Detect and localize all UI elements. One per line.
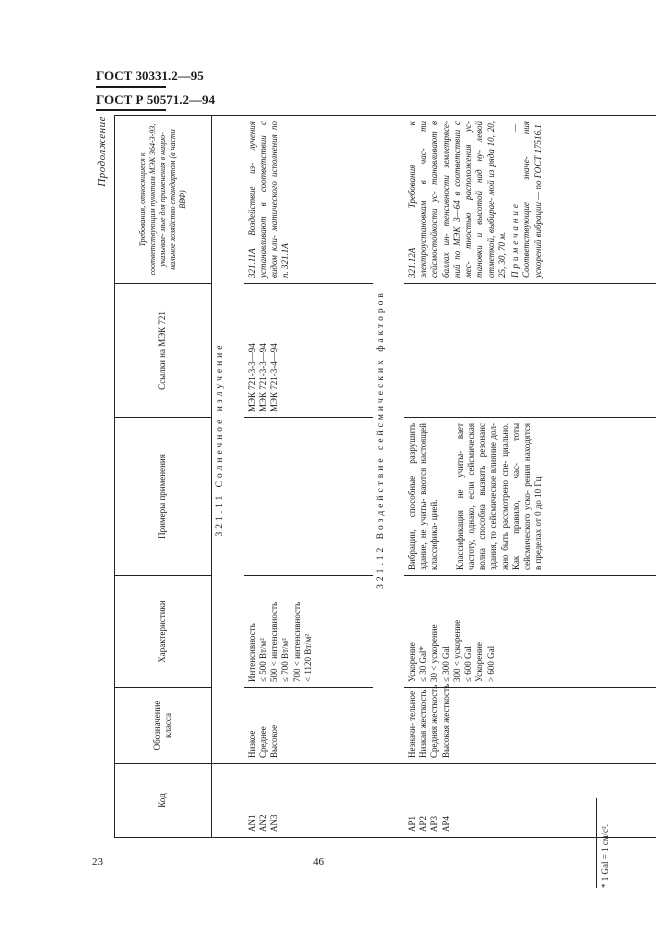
characteristic-line: 700 < интенсивность [291, 601, 302, 682]
standard-code-secondary: ГОСТ Р 50571.2—94 [96, 92, 215, 107]
class-cell: Низкое [246, 730, 257, 758]
iec-reference: МЭК 721-3-4—94 [269, 343, 280, 412]
note-label: Примечание — [510, 121, 521, 278]
footnote-block [596, 648, 610, 888]
header-rule-bottom [96, 109, 166, 111]
class-cell: Низкая жесткость [418, 689, 429, 758]
code-cell: AP4 [440, 815, 451, 832]
section-title-seismic: 321.12 Воздействие сейсмических факторов [373, 116, 404, 764]
class-cell: Высокое [269, 724, 280, 758]
section-title-solar: 321.11 Солнечное излучение [212, 116, 244, 764]
characteristic-line: Ускорение [406, 642, 417, 682]
requirement-solar: 321.11А Воздействие из- лучения устанавливают в соответствии с видом кли- матического исполнения по п. 321.1А [244, 116, 373, 284]
header-rule-top [96, 86, 166, 88]
characteristic-line: 500 < интенсивность [269, 601, 280, 682]
iec-reference: МЭК 721-3-3—94 [257, 343, 268, 412]
footnote-rule [596, 798, 597, 888]
continuation-label: Продолжение [96, 116, 108, 187]
table-row [244, 116, 373, 838]
code-cell: AP3 [429, 815, 440, 832]
class-cell: Средняя жесткость [429, 684, 440, 758]
column-header-iec-refs: Ссылки на МЭК 721 [115, 284, 212, 418]
code-cell: AN2 [257, 814, 268, 832]
characteristic-line: > 600 Gal [485, 645, 496, 682]
examples-cell [244, 418, 373, 576]
iec-reference: МЭК 721-3-3—94 [246, 343, 257, 412]
example-seismic-1: Вибрации, способные разрушить здание, не учиты- ваются настоящей классифика- цией. [406, 423, 440, 570]
class-cell: Высокая жесткость [440, 683, 451, 758]
characteristic-line: 300 < ускорение [451, 619, 462, 682]
characteristic-line: < 1120 Вт/м² [302, 633, 313, 682]
rotated-table-block [94, 116, 656, 838]
column-header-requirements: Требования, относящиеся к соответствующим пунктам МЭК 364-3-93, указывае- мые для применения в нацио- нальное хозяйство стандартом (в части ВВФ) [115, 116, 212, 284]
characteristic-line: Интенсивность [246, 623, 257, 682]
page-number-center: 46 [313, 856, 324, 868]
characteristic-line: 30 < ускорение [429, 624, 440, 682]
characteristic-line: ≤ 600 Gal [463, 646, 474, 682]
code-cell: AN3 [269, 814, 280, 832]
column-header-examples: Примеры применения [115, 418, 212, 576]
characteristic-line: Ускорение [474, 642, 485, 682]
footnote-text: * 1 Gal = 1 см/с². [600, 824, 610, 888]
requirement-seismic: 321.12А Требования к электроустановкам в час- ти сейсмостойкости ус- танавливают в баллах ин- тенсивности землетрясе- ний по МЭК 3—64 в соответствии с мес- тностью расположения ус- тановки и высотой над ну- левой отметкой, выбирае- мой из ряда 10, 20, 25, 30, 70 м. [406, 121, 507, 278]
code-cell: AP1 [406, 815, 417, 832]
classification-table [114, 115, 656, 838]
page-number-left: 23 [92, 856, 103, 868]
example-seismic-2: Классификация не учиты- вает частоту, однако, если сейсмическая волна способна вызвать резонанс здания, то сейсмическое влияние дол- жно быть рассмотрено спе- циально. Как правило, час- тоты сейсмического уско- рения находятся в пределах от 0 до 10 Гц [454, 423, 544, 570]
class-cell: Среднее [257, 726, 268, 758]
column-header-class: Обозначение класса [115, 688, 212, 764]
column-header-code: Код [115, 764, 212, 838]
class-cell: Незначи- тельное [406, 690, 417, 758]
column-header-characteristics: Характеристики [115, 576, 212, 688]
note-text: Соответствующие значе- ния ускорений вибрации — по ГОСТ 17516.1 [521, 121, 543, 278]
code-cell: AP2 [418, 815, 429, 832]
table-row [404, 116, 656, 838]
standard-code-primary: ГОСТ 30331.2—95 [96, 68, 204, 83]
characteristic-line: ≤ 500 Вт/м² [257, 638, 268, 682]
characteristic-line: ≤ 700 Вт/м² [280, 638, 291, 682]
characteristic-line: ≤ 30 Gal* [418, 646, 429, 682]
code-cell: AN1 [246, 814, 257, 832]
characteristic-line: ≤ 300 Gal [440, 646, 451, 682]
